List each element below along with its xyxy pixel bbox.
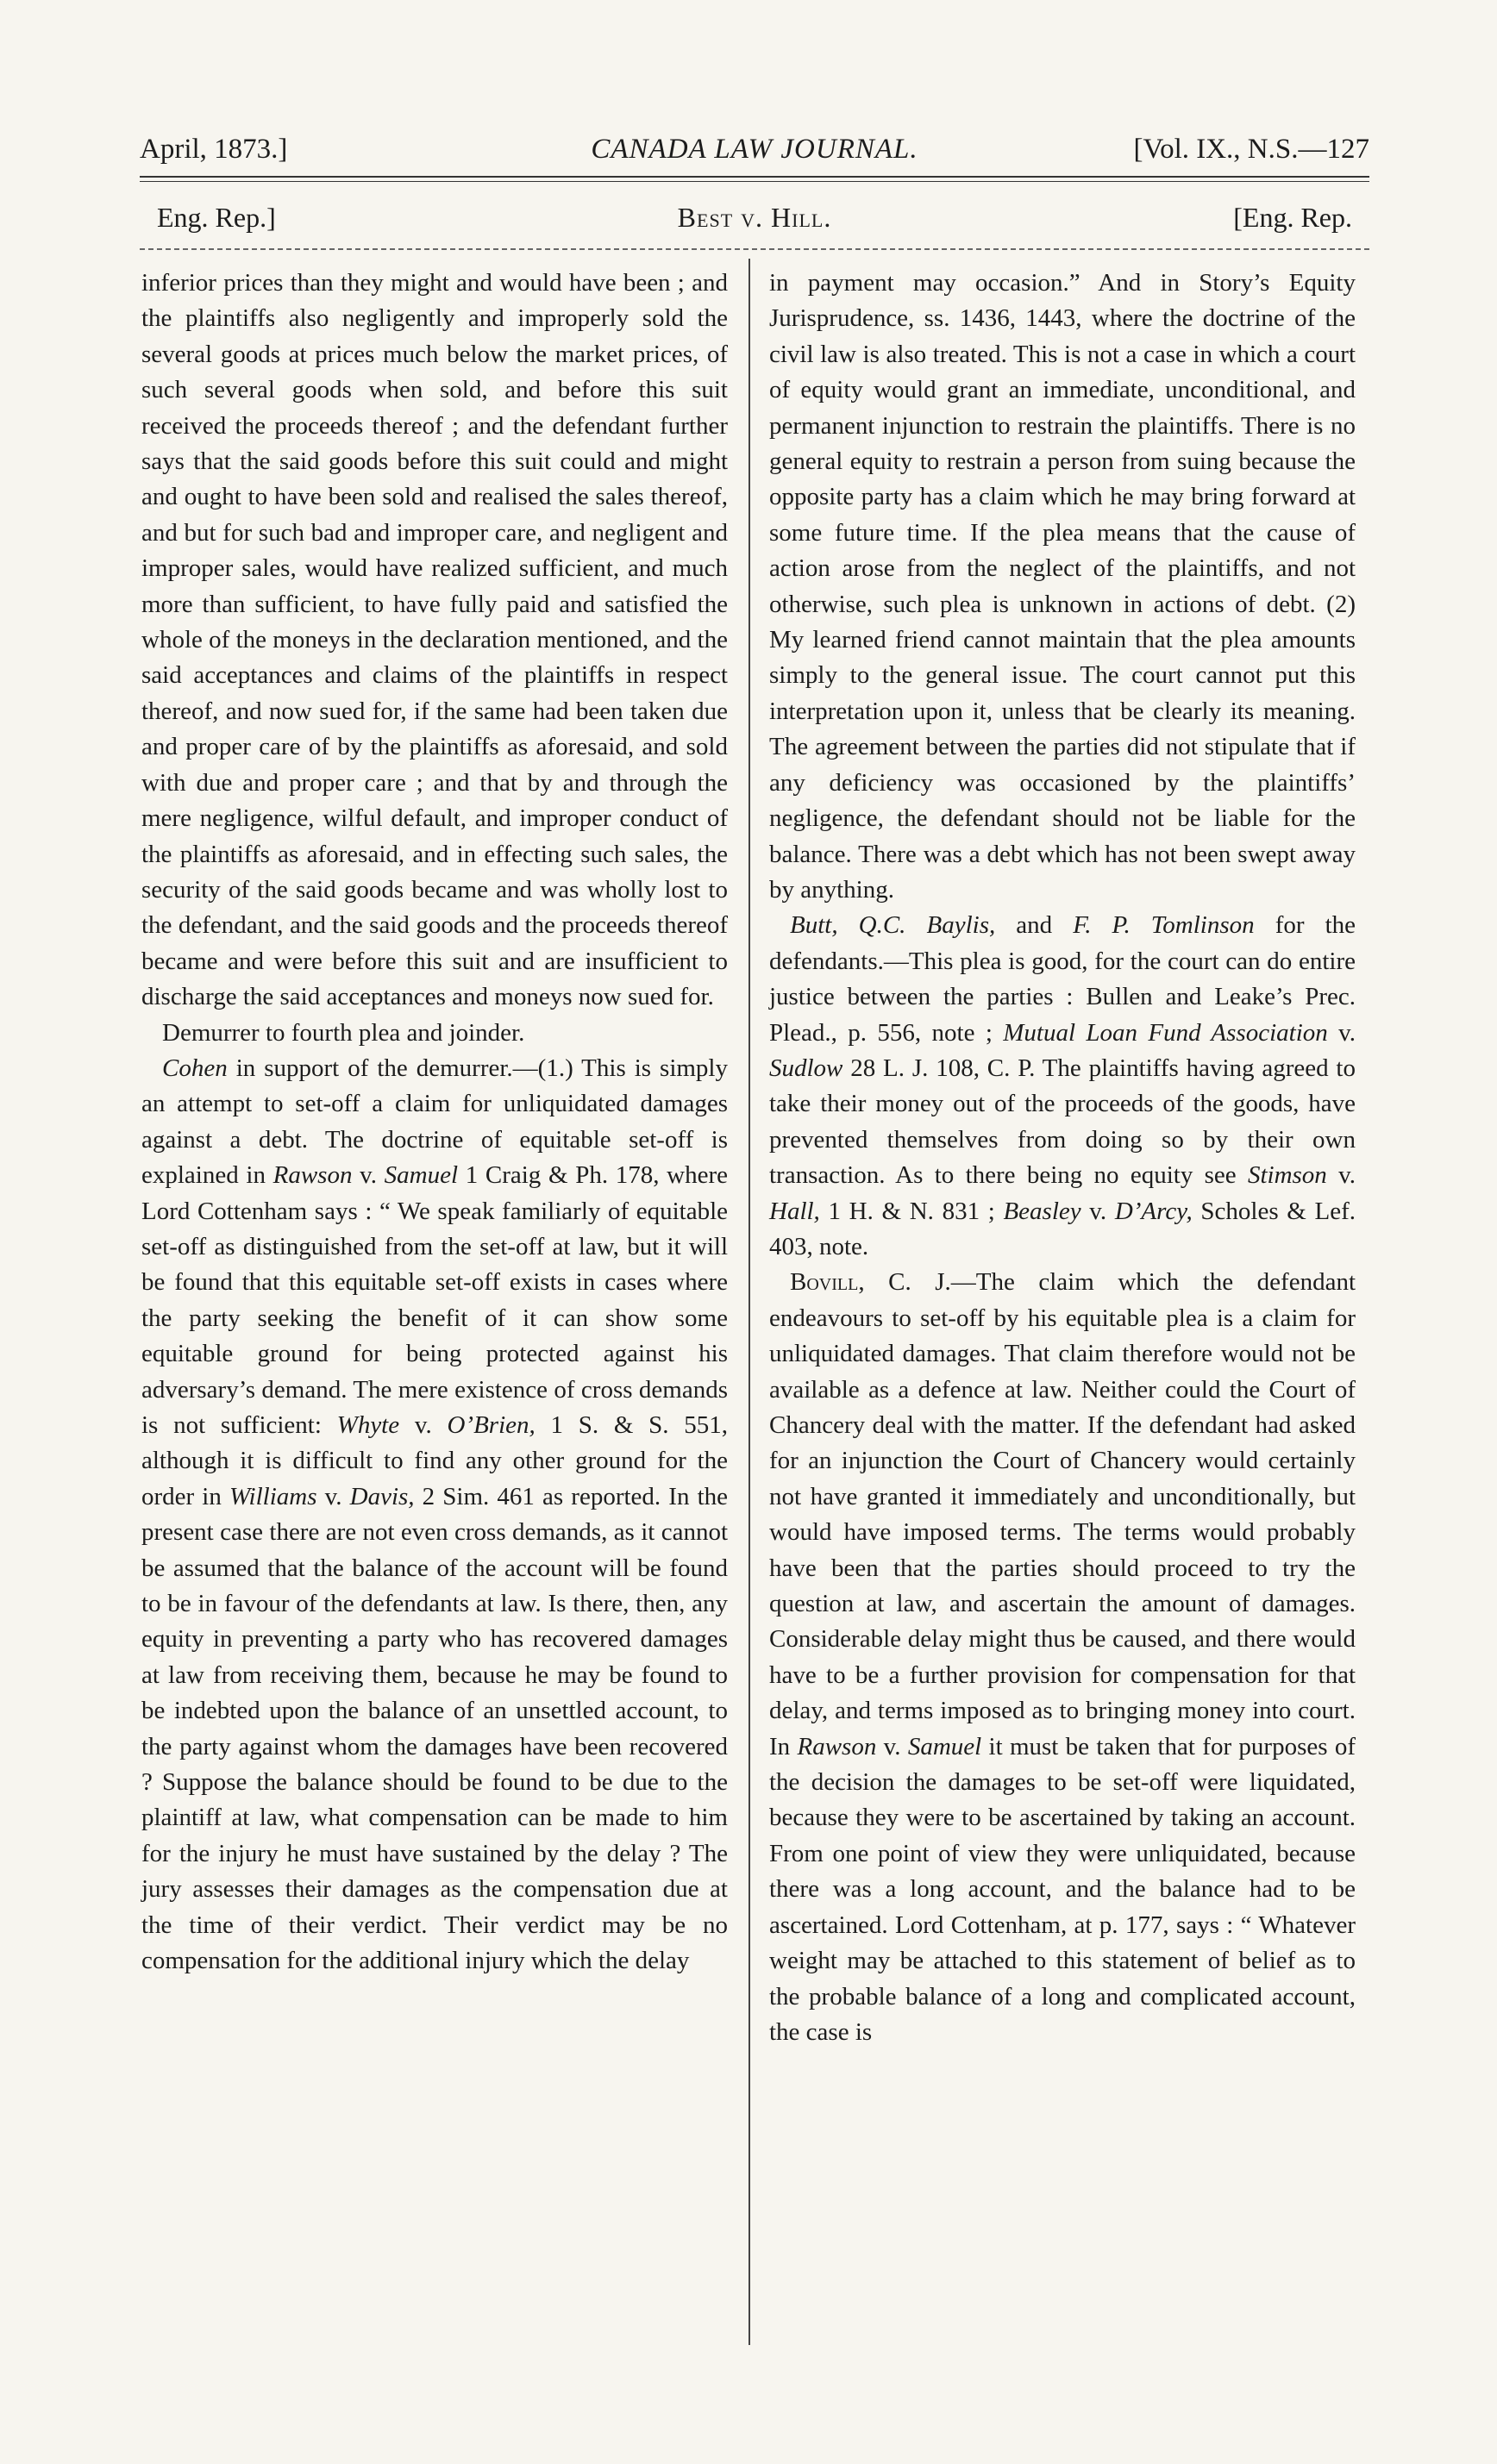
case-citation: Mutual Loan Fund Association xyxy=(1003,1018,1328,1047)
case-citation: O’Brien, xyxy=(447,1411,536,1439)
case-head-left: Eng. Rep.] xyxy=(157,202,276,233)
counsel-name: F. P. Tomlinson xyxy=(1073,911,1255,940)
running-head xyxy=(140,128,1369,171)
defence-paragraph: Butt, Q.C. Baylis, and F. P. Tomlinson for the defendants.—This plea is good, for the court can do entire justice between the parties : Bullen and Leake’s Prec. Plead., p. 556, note ; Mutual Loan Fund Association v. Sudlow 28 L. J. 108, C. P. The plaintiffs having agreed to take their money out of the proceeds of the goods, have prevented themselves from doing so by their own transaction. As to there being no equity see Stimson v. Hall, 1 H. & N. 831 ; Beasley v. D’Arcy, Scholes & Lef. 403, note. xyxy=(769,911,1356,1260)
case-head-rule xyxy=(140,248,1369,250)
judgment-paragraph: Bovill, C. J.—The claim which the defendant endeavours to set-off by his equitable plea is a claim for unliquidated damages. That claim therefore would not be available as a defence at law. Neither could the Court of Chancery deal with the matter. If the defendant had asked for an injunction the Court of Chancery would certainly not have granted it immediately and unconditionally, but would have imposed terms. The terms would probably have been that the parties should proceed to try the question at law, and ascertain the amount of damages. Considerable delay might thus be caused, and there would have to be a further provision for compensation for that delay, and terms imposed as to bringing money into court. In Rawson v. Samuel it must be taken that for purposes of the decision the damages to be set-off were liquidated, because they were to be ascertained by taking an account. From one point of view they were unliquidated, because there was a long account, and the balance had to be ascertained. Lord Cottenham, at p. 177, says : “ Whatever weight may be attached to this statement of belief as to the probable balance of a long and complicated account, the case is xyxy=(769,1268,1356,2046)
case-citation: Samuel xyxy=(384,1161,459,1190)
demurrer-paragraph: Demurrer to fourth plea and joinder. xyxy=(162,1018,525,1047)
judge-name: Bovill, C. J. xyxy=(790,1268,951,1297)
plea-paragraph: inferior prices than they might and would have been ; and the plaintiffs also negligently and improperly sold the several goods at prices much below the market prices, of such several goods when sold, and before this suit received the proceeds thereof ; and the defendant further says that the said goods before this suit could and might and ought to have been sold and realised the sales thereof, and but for such bad and improper care, and negligent and improper sales, would have realized sufficient, and much more than sufficient, to have fully paid and satisfied the whole of the moneys in the declaration mentioned, and the said acceptances and claims of the plaintiffs in respect thereof, and now sued for, if the same had been taken due and proper care of by the plaintiffs as aforesaid, and sold with due and proper care ; and that by and through the mere negligence, wilful default, and improper conduct of the plaintiffs as aforesaid, and in effecting such sales, the security of the said goods became and was wholly lost to the defendant, and the said goods and the proceeds thereof became and were before this suit and are insufficient to discharge the said acceptances and moneys now sued for. xyxy=(141,269,728,1011)
case-citation: Hall, xyxy=(769,1197,820,1225)
case-head xyxy=(140,197,1369,238)
case-citation: Sudlow xyxy=(769,1054,843,1082)
case-citation: Stimson xyxy=(1247,1161,1327,1190)
counsel-name: Cohen xyxy=(162,1054,228,1082)
column-divider xyxy=(748,259,750,2345)
continued-paragraph: in payment may occasion.” And in Story’s Equity Jurisprudence, ss. 1436, 1443, where the doctrine of the civil law is also treated. This is not a case in which a court of equity would grant an immediate, unconditional, and permanent injunction to restrain the plaintiffs. There is no general equity to restrain a person from suing because the opposite party has a claim which he may bring forward at some future time. If the plea means that the cause of action arose from the neglect of the plaintiffs, and not otherwise, such plea is unknown in actions of debt. (2) My learned friend cannot maintain that the plea amounts simply to the general issue. The court cannot put this interpretation upon it, unless that be clearly its meaning. The agreement between the parties did not stipulate that if any deficiency was occasioned by the plaintiffs’ negligence, the defendant should not be liable for the balance. There was a debt which has not been swept away by anything. xyxy=(769,269,1356,904)
issue-date: April, 1873.] xyxy=(140,134,288,165)
case-citation: Williams xyxy=(229,1482,317,1510)
argument-paragraph: Cohen in support of the demurrer.—(1.) This is simply an attempt to set-off a claim for unliquidated damages against a debt. The doctrine of equitable set-off is explained in Rawson v. Samuel 1 Craig & Ph. 178, where Lord Cottenham says : “ We speak familiarly of equitable set-off as distinguished from the set-off at law, but it will be found that this equitable set-off exists in cases where the party seeking the benefit of it can show some equitable ground for being protected against his adversary’s demand. The mere existence of cross demands is not sufficient: Whyte v. O’Brien, 1 S. & S. 551, although it is difficult to find any other ground for the order in Williams v. Davis, 2 Sim. 461 as reported. In the present case there are not even cross demands, as it cannot be assumed that the balance of the account will be found to be in favour of the defendants at law. Is there, then, any equity in preventing a party who has recovered damages at law from receiving them, because he may be found to be indebted upon the balance of an unsettled account, to the party against whom the damages have been recovered ? Suppose the balance should be found to be due to the plaintiff at law, what compensation can be made to him for the injury he must have sustained by the delay ? The jury assesses their damages as the compensation due at the time of their verdict. Their verdict may be no compensation for the additional injury which the delay xyxy=(141,1054,728,1975)
counsel-names: Butt, Q.C. Baylis, xyxy=(790,911,996,940)
header-rule-thin xyxy=(140,181,1369,182)
case-citation: Samuel xyxy=(907,1732,982,1760)
case-citation: Whyte xyxy=(336,1411,400,1439)
right-column xyxy=(769,266,1356,2050)
left-column xyxy=(141,266,728,1979)
journal-title: CANADA LAW JOURNAL. xyxy=(591,134,918,165)
case-citation: Rawson xyxy=(272,1161,353,1190)
case-citation: D’Arcy, xyxy=(1114,1197,1193,1225)
header-rule xyxy=(140,176,1369,178)
case-title: Best v. Hill. xyxy=(677,202,832,233)
case-citation: Beasley xyxy=(1003,1197,1081,1225)
volume-page: [Vol. IX., N.S.—127 xyxy=(1133,134,1369,165)
case-citation: Rawson xyxy=(797,1732,877,1760)
case-citation: Davis, xyxy=(349,1482,415,1510)
case-head-right: [Eng. Rep. xyxy=(1233,202,1352,233)
